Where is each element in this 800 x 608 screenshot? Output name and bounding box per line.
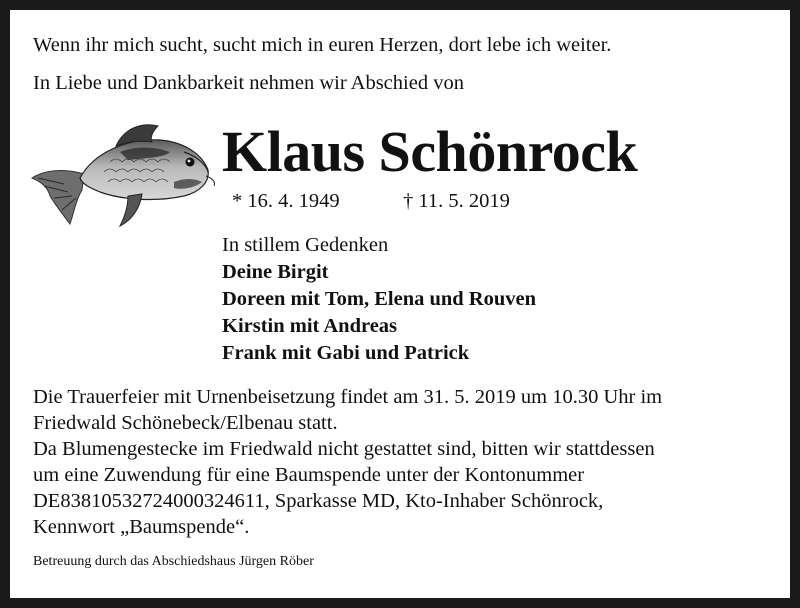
notice-line: um eine Zuwendung für eine Baumspende unter der Kontonummer: [33, 464, 585, 486]
koi-fish-icon: [24, 112, 220, 230]
mourner-line: Deine Birgit: [222, 261, 329, 283]
memorial-quote: Wenn ihr mich sucht, sucht mich in euren Herzen, dort lebe ich weiter.: [33, 34, 612, 56]
death-date: † 11. 5. 2019: [403, 190, 510, 212]
notice-line: Die Trauerfeier mit Urnenbeisetzung findet am 31. 5. 2019 um 10.30 Uhr im: [33, 386, 663, 408]
mourner-line: Kirstin mit Andreas: [222, 315, 398, 337]
funeral-home-credit: Betreuung durch das Abschiedshaus Jürgen Röber: [33, 554, 314, 569]
mourners-heading: In stillem Gedenken: [222, 234, 389, 256]
notice-line: DE83810532724000324611, Sparkasse MD, Kto-Inhaber Schönrock,: [33, 490, 604, 512]
mourner-line: Frank mit Gabi und Patrick: [222, 342, 470, 364]
notice-line: Kennwort „Baumspende“.: [33, 516, 250, 538]
deceased-name: Klaus Schönrock: [222, 119, 638, 184]
birth-date: * 16. 4. 1949: [232, 190, 340, 212]
mourner-line: Doreen mit Tom, Elena und Rouven: [222, 288, 537, 310]
notice-line: Friedwald Schönebeck/Elbenau statt.: [33, 412, 338, 434]
notice-line: Da Blumengestecke im Friedwald nicht gestattet sind, bitten wir stattdessen: [33, 438, 655, 460]
farewell-line: In Liebe und Dankbarkeit nehmen wir Abschied von: [33, 72, 464, 94]
